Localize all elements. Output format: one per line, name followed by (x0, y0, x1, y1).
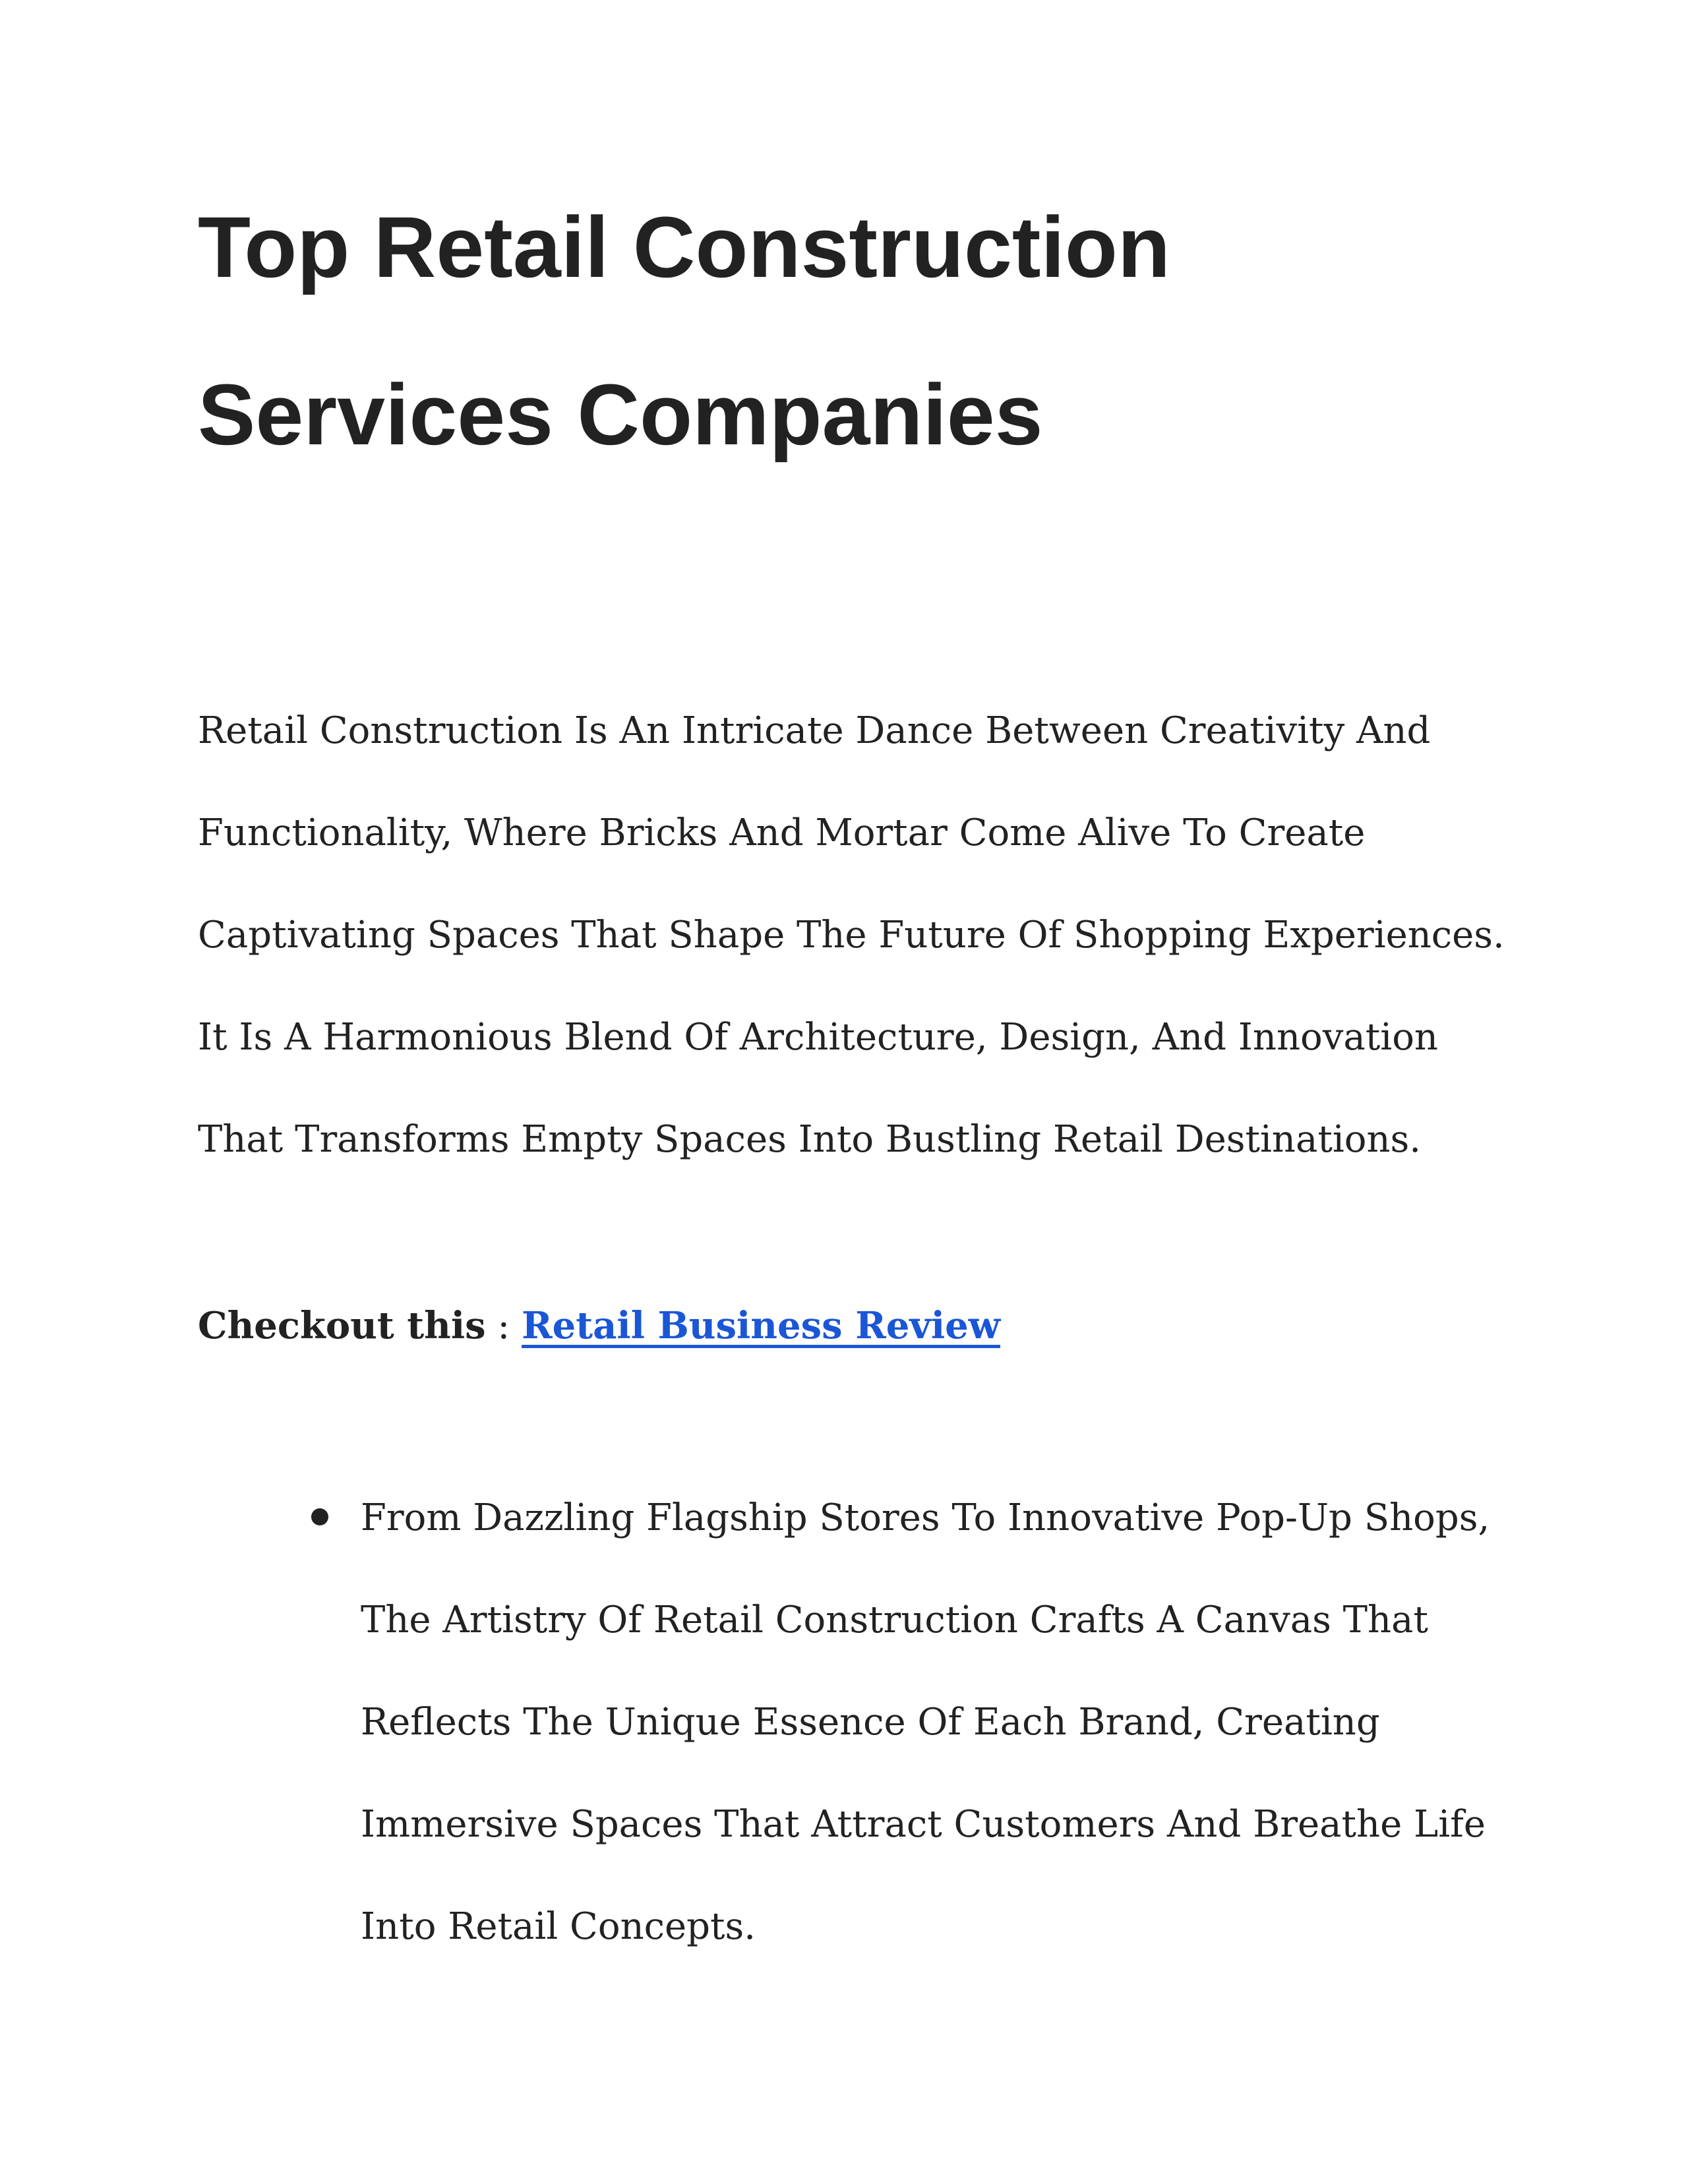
retail-business-review-link[interactable]: Retail Business Review (522, 1304, 1001, 1347)
checkout-separator: : (485, 1305, 522, 1347)
bullet-line: Immersive Spaces That Attract Customers And Breathe Life (361, 1803, 1486, 1846)
checkout-line (198, 1275, 1000, 1377)
title-line-2: Services Companies (198, 366, 1043, 463)
page-title (198, 163, 1517, 498)
checkout-label: Checkout this (198, 1304, 486, 1347)
title-line-1: Top Retail Construction (198, 198, 1170, 295)
bullet-list (198, 1467, 1490, 1978)
intro-line: Functionality, Where Bricks And Mortar Come Alive To Create (198, 812, 1366, 854)
bullet-icon (311, 1508, 328, 1525)
bullet-line: Into Retail Concepts. (361, 1905, 756, 1948)
bullet-line: From Dazzling Flagship Stores To Innovative Pop-Up Shops, (361, 1496, 1490, 1539)
bullet-line: The Artistry Of Retail Construction Crafts A Canvas That (361, 1599, 1428, 1641)
intro-line: That Transforms Empty Spaces Into Bustling Retail Destinations. (198, 1118, 1422, 1161)
intro-line: Captivating Spaces That Shape The Future Of Shopping Experiences. (198, 914, 1505, 957)
intro-line: It Is A Harmonious Blend Of Architecture, Design, And Innovation (198, 1016, 1438, 1059)
list-item (198, 1467, 1490, 1978)
intro-paragraph (198, 680, 1517, 1191)
bullet-line: Reflects The Unique Essence Of Each Brand, Creating (361, 1701, 1380, 1744)
intro-line: Retail Construction Is An Intricate Dance Between Creativity And (198, 709, 1431, 752)
